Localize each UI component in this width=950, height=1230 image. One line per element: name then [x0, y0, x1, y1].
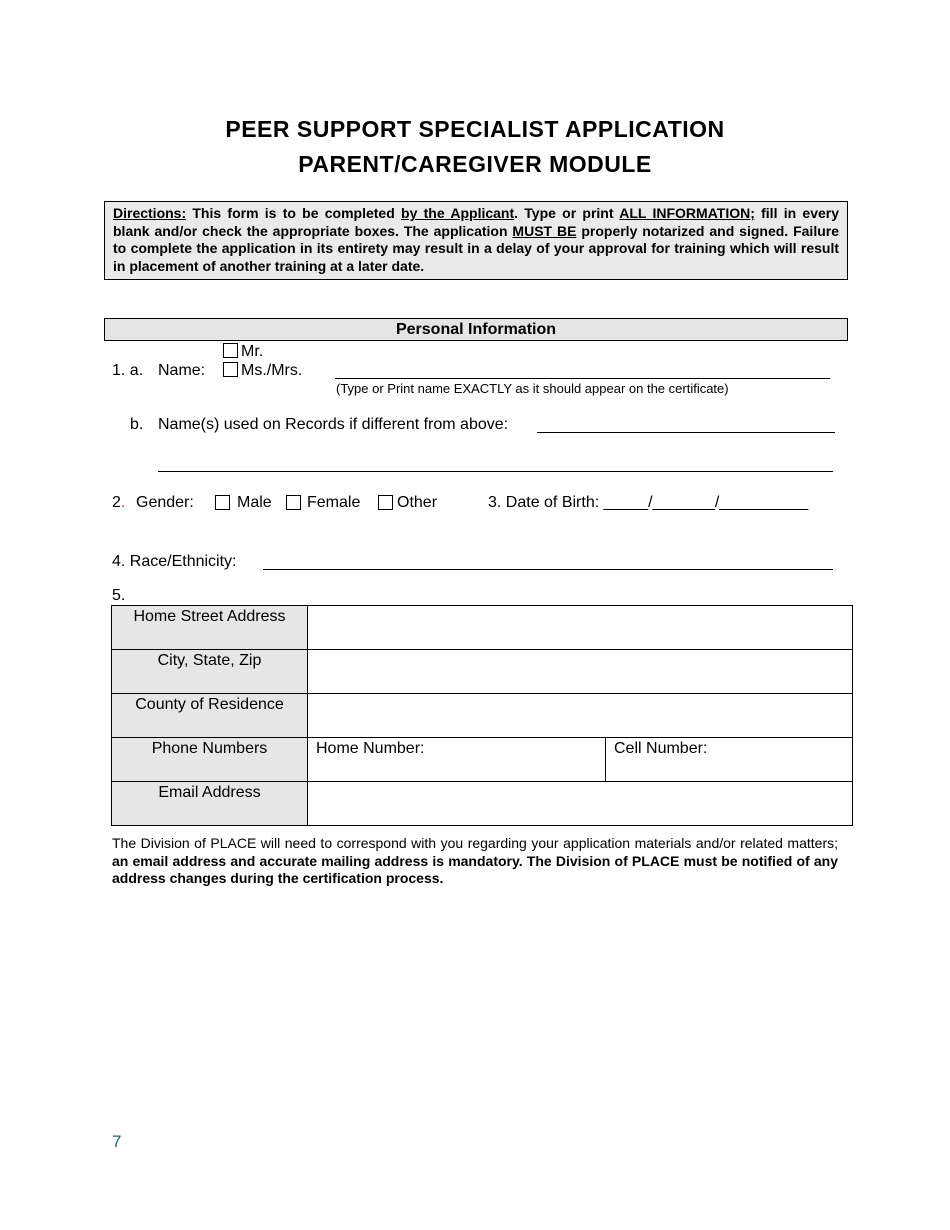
cell-number-label: Cell Number: — [614, 740, 708, 757]
email-address-input[interactable] — [308, 782, 853, 826]
table-row — [112, 738, 853, 782]
checkbox-female[interactable] — [286, 495, 301, 510]
q5-number: 5. — [112, 587, 126, 604]
directions-label: Directions: — [113, 205, 187, 221]
county-of-residence-input[interactable] — [308, 694, 853, 738]
q1b-number: b. — [130, 416, 144, 433]
checkbox-male[interactable] — [215, 495, 230, 510]
email-address-label: Email Address — [112, 782, 308, 826]
phone-numbers-label: Phone Numbers — [112, 738, 308, 782]
home-street-address-input[interactable] — [308, 606, 853, 650]
correspondence-note — [112, 835, 838, 888]
table-row — [112, 694, 853, 738]
race-ethnicity-input-line[interactable] — [263, 569, 833, 570]
correspondence-note-emphasis: an email address and accurate mailing address is mandatory. The Division of PLACE must be notified of any address changes during the certification process. — [112, 852, 838, 886]
name-instruction-note: (Type or Print name EXACTLY as it should appear on the certificate) — [336, 381, 729, 396]
name-input-line[interactable] — [335, 378, 830, 379]
q2-label: Gender: — [136, 494, 194, 511]
directions-text-1: This form is to be completed — [186, 205, 402, 221]
other-names-input-line-2[interactable] — [158, 471, 833, 472]
directions-text-4: properly notarized and signed. Failure to complete the application in its entirety may result in a delay of your approval for training which will result in placement of another training at a later date. — [113, 222, 839, 274]
county-of-residence-label: County of Residence — [112, 694, 308, 738]
option-male-label: Male — [237, 494, 272, 511]
q1b-label: Name(s) used on Records if different from above: — [158, 416, 509, 433]
correspondence-note-text: The Division of PLACE will need to correspond with you regarding your application materials and/or related matters; — [112, 835, 838, 851]
table-row — [112, 606, 853, 650]
directions-emphasis-must-be: MUST BE — [512, 222, 577, 239]
q1a-number: 1. a. — [112, 362, 144, 379]
option-other-label: Other — [397, 494, 438, 511]
table-row — [112, 782, 853, 826]
q4-label: 4. Race/Ethnicity: — [112, 553, 237, 570]
section-title-personal-information: Personal Information — [104, 318, 848, 341]
option-mr-label: Mr. — [241, 343, 264, 360]
date-of-birth-field[interactable]: 3. Date of Birth: _____/_______/__________ — [488, 494, 809, 511]
directions-text-3: fill in every blank and/or check the appropriate boxes. The application — [113, 205, 839, 239]
q1a-label: Name: — [158, 362, 206, 379]
directions-text-2: . Type or print — [514, 205, 620, 221]
directions-emphasis-all-info: ALL INFORMATION; — [619, 205, 755, 221]
home-street-address-label: Home Street Address — [112, 606, 308, 650]
table-row — [112, 650, 853, 694]
page-title-line2: PARENT/CAREGIVER MODULE — [298, 151, 652, 177]
directions-emphasis-applicant: by the Applicant — [401, 205, 515, 221]
option-ms-mrs-label: Ms./Mrs. — [241, 362, 303, 379]
city-state-zip-input[interactable] — [308, 650, 853, 694]
home-number-label: Home Number: — [316, 740, 425, 757]
home-number-input[interactable] — [308, 738, 606, 782]
checkbox-other[interactable] — [378, 495, 393, 510]
checkbox-mr[interactable] — [223, 343, 238, 358]
page-number: 7 — [112, 1132, 122, 1151]
page-title-line1: PEER SUPPORT SPECIALIST APPLICATION — [225, 116, 725, 142]
other-names-input-line-1[interactable] — [537, 432, 835, 433]
q2-number: 2. — [112, 494, 126, 511]
option-female-label: Female — [307, 494, 361, 511]
checkbox-ms-mrs[interactable] — [223, 362, 238, 377]
cell-number-input[interactable] — [606, 738, 853, 782]
directions-box — [104, 201, 848, 280]
address-table — [111, 605, 853, 826]
city-state-zip-label: City, State, Zip — [112, 650, 308, 694]
